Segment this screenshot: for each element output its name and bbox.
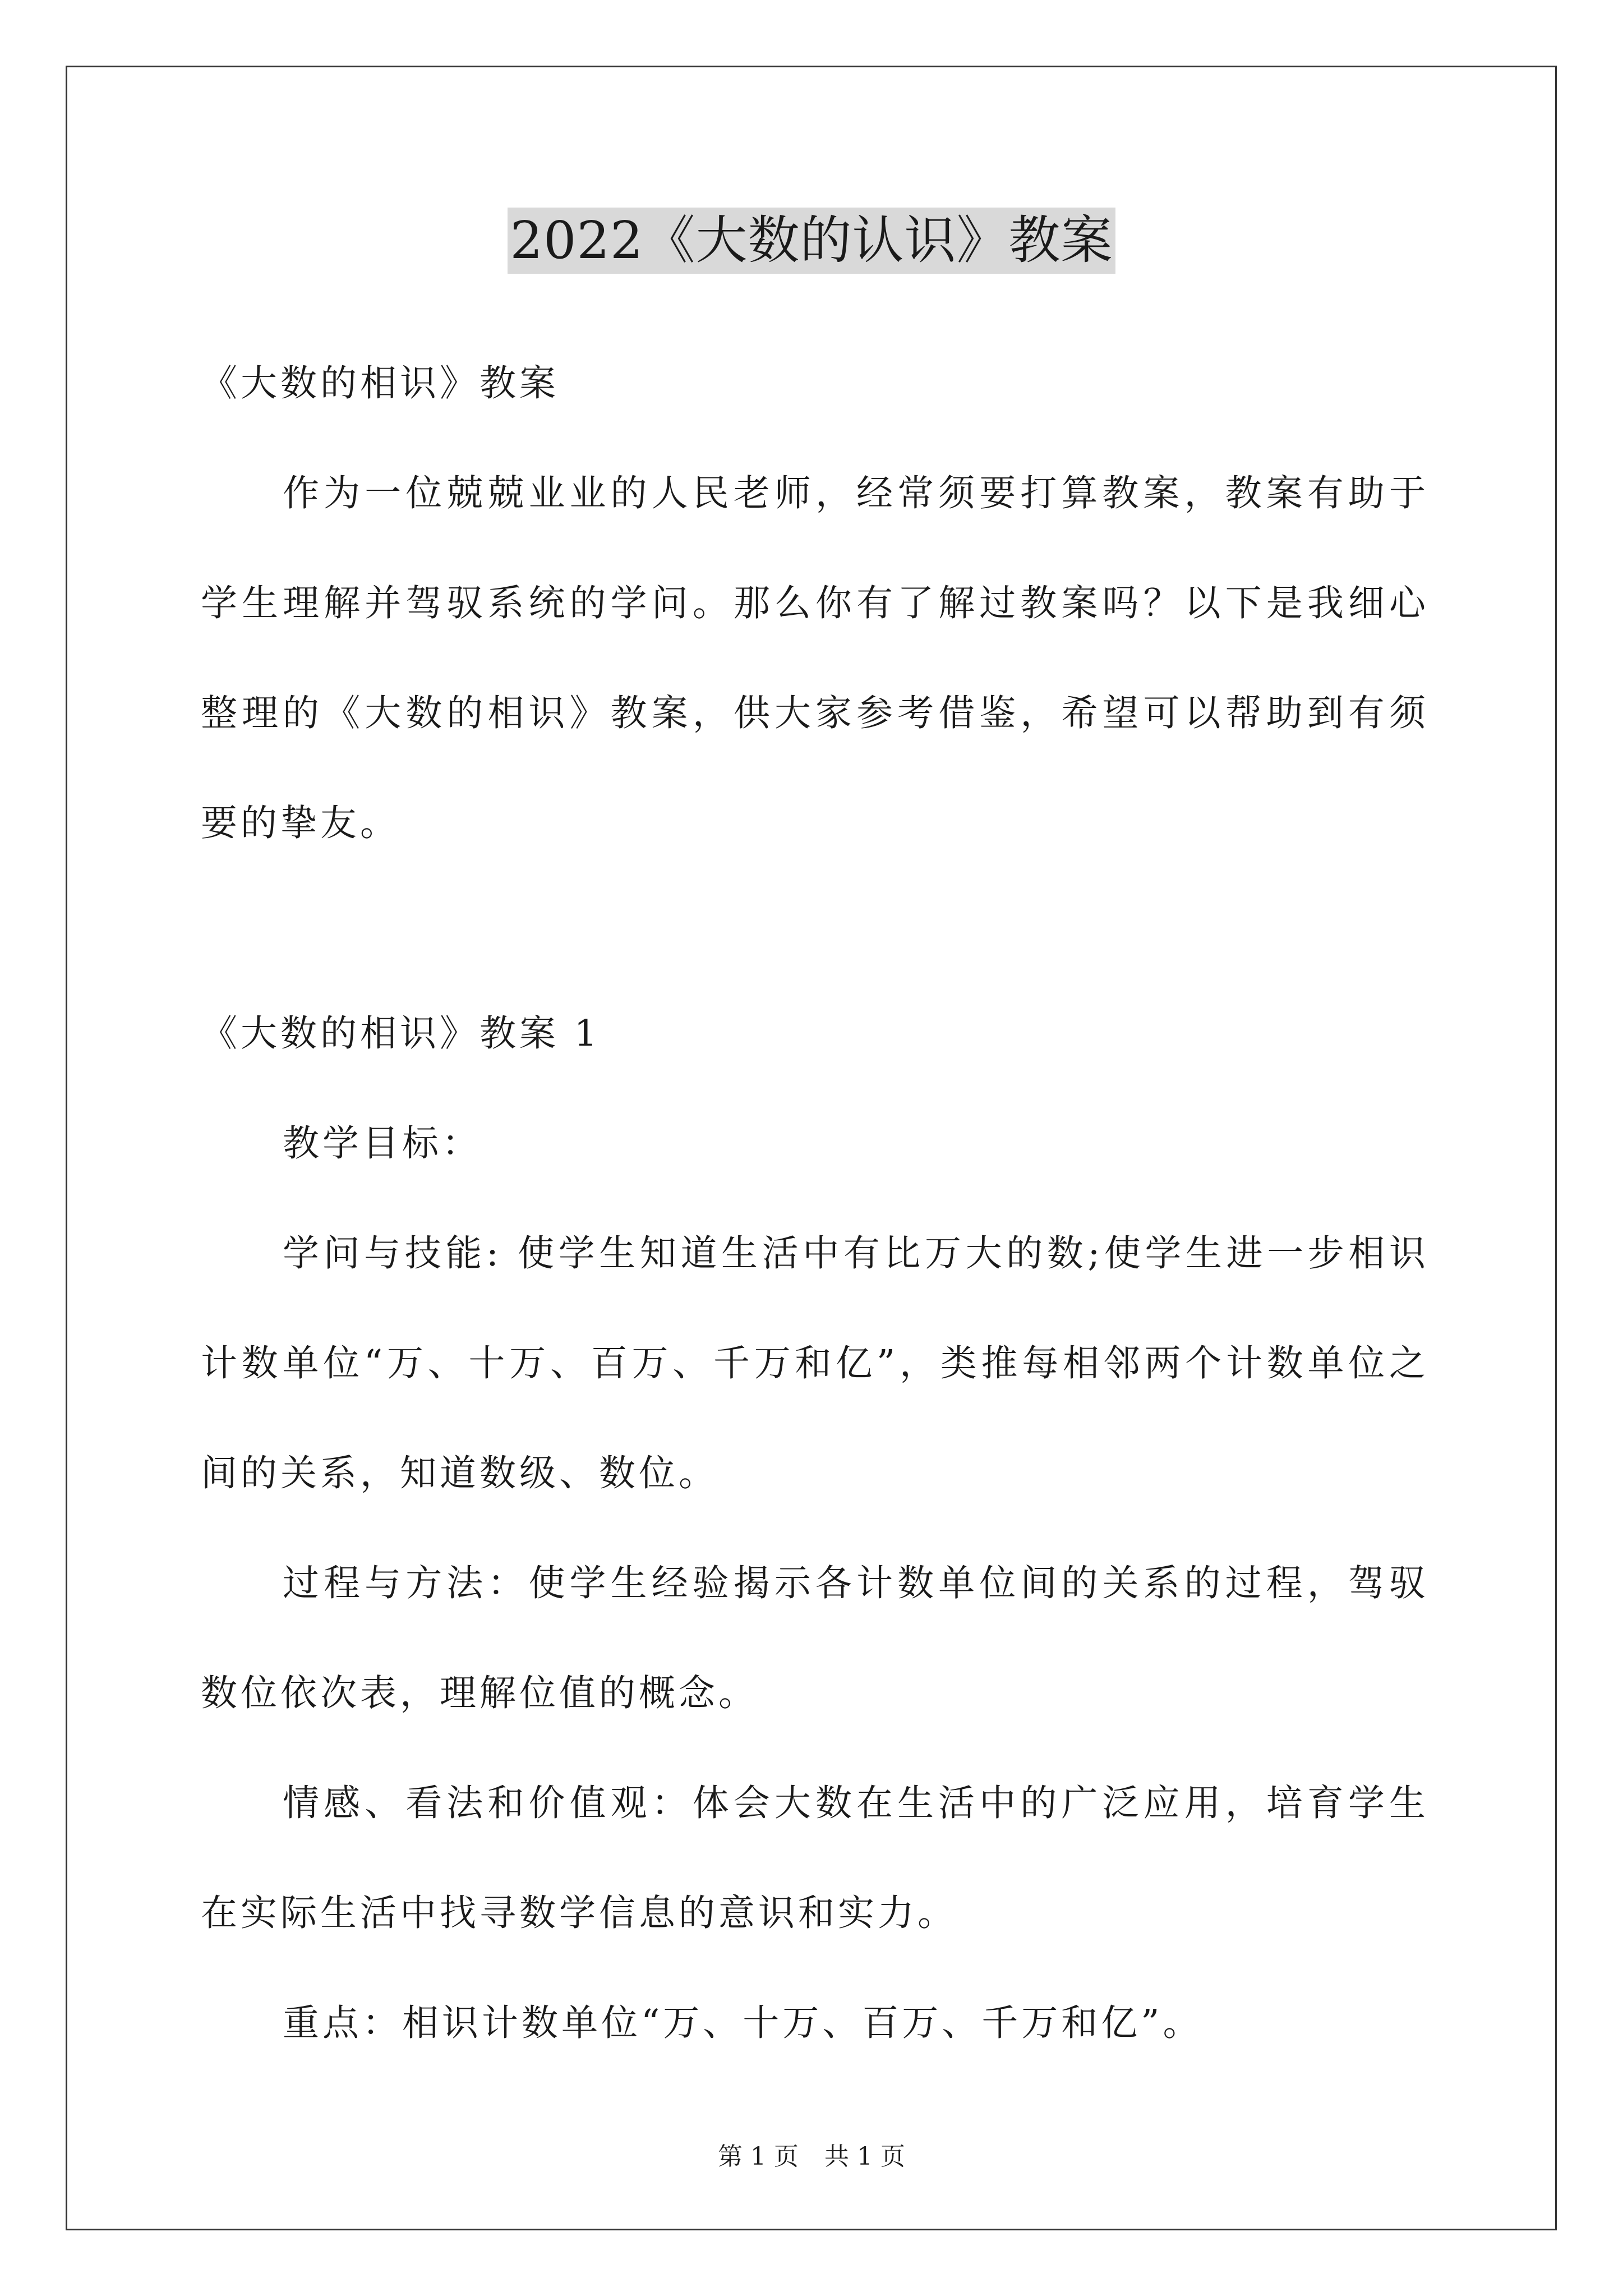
paragraph-line: 过程与方法：使学生经验揭示各计数单位间的关系的过程，驾驭: [283, 1562, 1429, 1604]
paragraph-line: 在实际生活中找寻数学信息的意识和实力。: [201, 1892, 958, 1934]
footer-page-number: 第 1 页: [718, 2142, 799, 2171]
paragraph-line: 学问与技能: 使学生知道生活中有比万大的数;使学生进一步相识: [283, 1232, 1429, 1274]
paragraph-line: 要的挚友。: [201, 802, 400, 844]
paragraph-line: 学生理解并驾驭系统的学问。那么你有了解过教案吗？以下是我细心: [201, 582, 1429, 624]
paragraph-line: 计数单位“万、十万、百万、千万和亿”，类推每相邻两个计数单位之: [201, 1342, 1429, 1384]
paragraph-line: 数位依次表，理解位值的概念。: [201, 1672, 759, 1714]
paragraph-line: 作为一位兢兢业业的人民老师，经常须要打算教案，教案有助于: [283, 472, 1429, 514]
paragraph-line: 情感、看法和价值观：体会大数在生活中的广泛应用，培育学生: [283, 1782, 1429, 1824]
footer-total-pages: 共 1 页: [824, 2142, 905, 2171]
paragraph-line: 教学目标：: [283, 1122, 482, 1165]
document-title: 2022《大数的认识》教案: [508, 208, 1115, 274]
page-footer: [0, 2136, 1623, 2172]
paragraph-line: 重点：相识计数单位“万、十万、百万、千万和亿”。: [283, 2002, 1203, 2044]
subtitle-line: 《大数的相识》教案: [201, 362, 560, 404]
title-container: [0, 208, 1623, 274]
paragraph-line: 间的关系，知道数级、数位。: [201, 1452, 719, 1494]
section-heading: 《大数的相识》教案 1: [201, 1013, 601, 1055]
paragraph-line: 整理的《大数的相识》教案，供大家参考借鉴，希望可以帮助到有须: [201, 692, 1429, 734]
